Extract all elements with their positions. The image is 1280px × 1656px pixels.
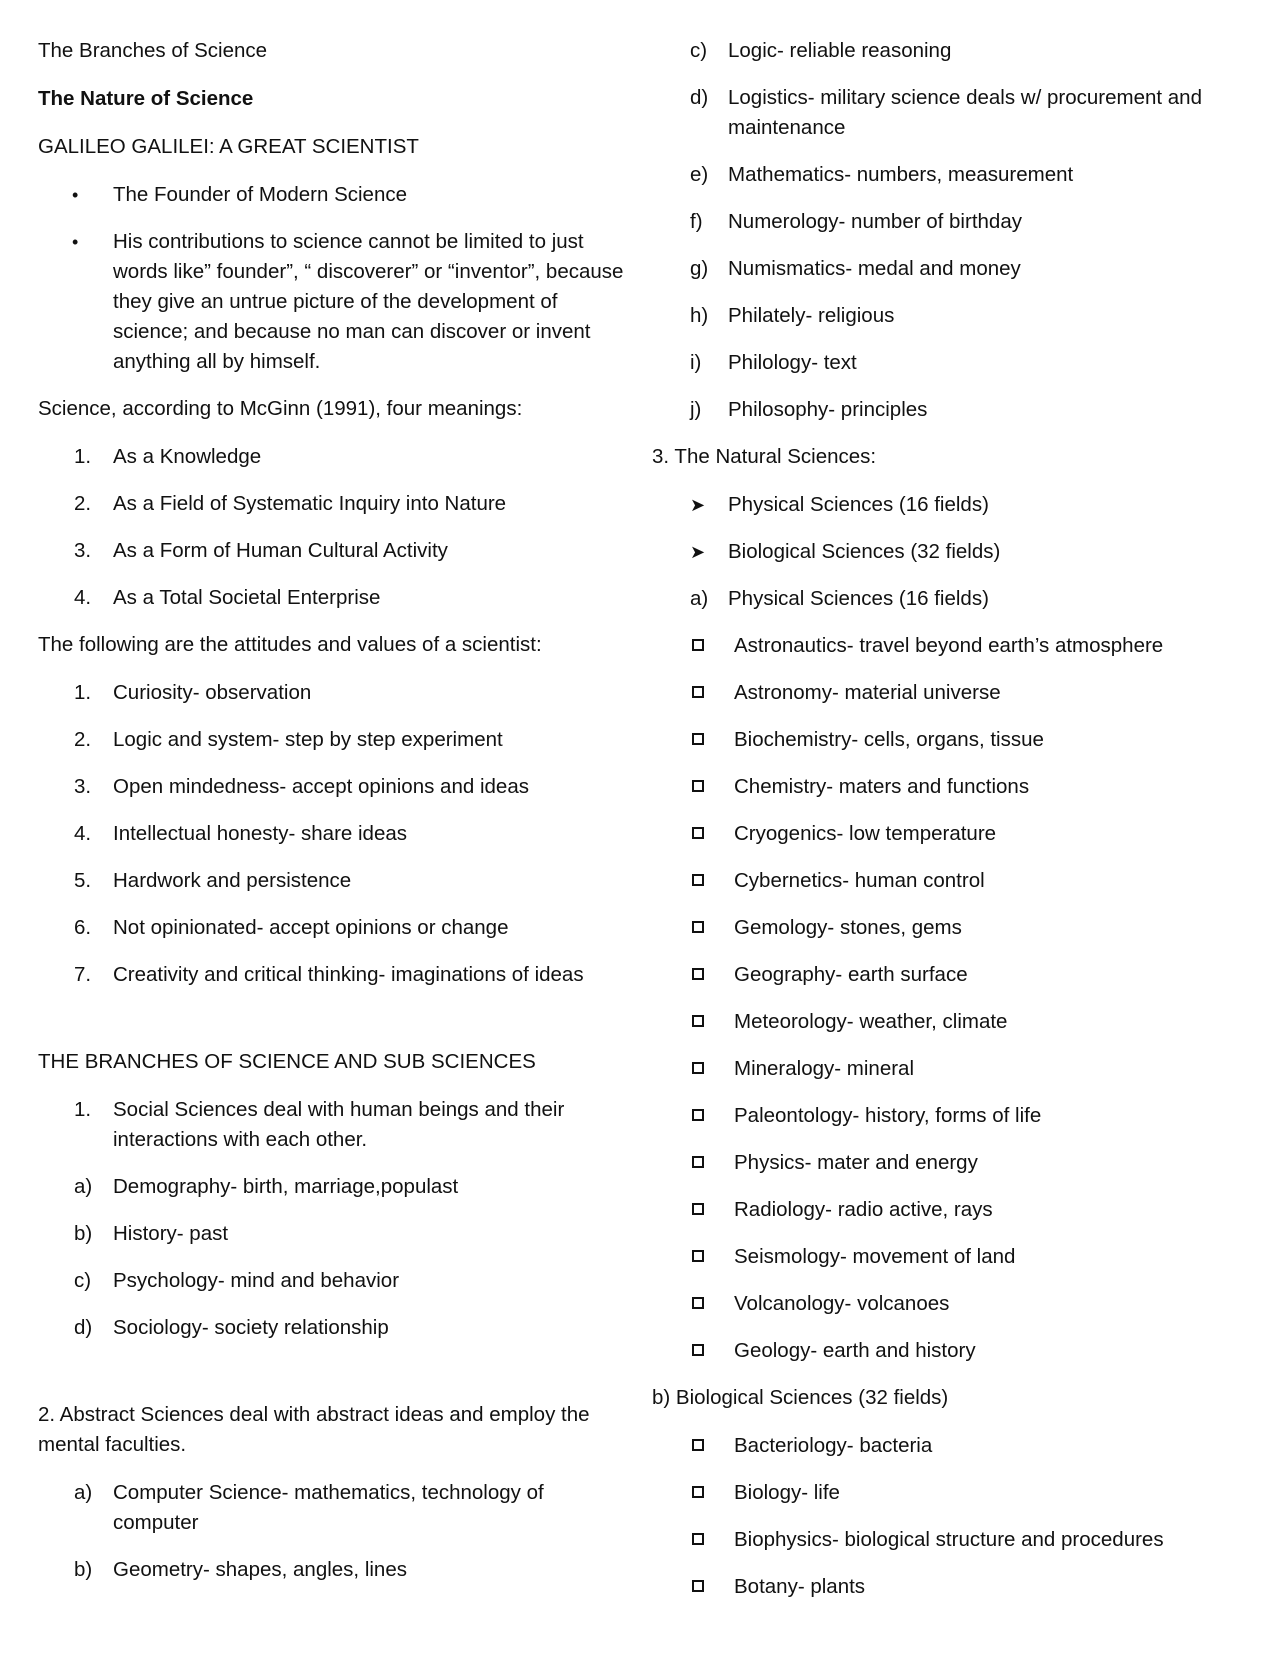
list-text: As a Field of Systematic Inquiry into Nature: [113, 492, 507, 515]
list-number: 2.: [74, 492, 92, 515]
list-number: 1.: [74, 1098, 92, 1121]
list-text: Demography- birth, marriage,populast: [113, 1175, 459, 1198]
list-text: Cryogenics- low temperature: [734, 822, 997, 845]
list-text: Geography- earth surface: [734, 963, 968, 986]
checkbox-icon: [692, 921, 704, 933]
list-number: 4.: [74, 822, 92, 845]
list-text: Radiology- radio active, rays: [734, 1198, 993, 1221]
bullet-text: His contributions to science cannot be limited to just words like” founder”, “ discoverer” or “inventor”, because they give an untrue picture of the development of science; and because no man can discover or invent anything all by himself.: [113, 230, 624, 373]
list-text: As a Knowledge: [113, 445, 262, 468]
checkbox-icon: [692, 1580, 704, 1592]
list-item: [652, 83, 1252, 143]
list-item: [38, 1172, 628, 1202]
list-item: [652, 819, 1252, 849]
list-text: Volcanology- volcanoes: [734, 1292, 950, 1315]
checkbox-icon: [692, 827, 704, 839]
list-text: Physics- mater and energy: [734, 1151, 978, 1174]
list-item: [652, 36, 1252, 66]
list-text: Bacteriology- bacteria: [734, 1434, 933, 1457]
checkbox-icon: [692, 874, 704, 886]
list-item: [38, 1478, 628, 1538]
list-item: [38, 819, 628, 849]
list-letter: j): [690, 398, 702, 421]
list-item: [652, 1054, 1252, 1084]
list-number: 3.: [74, 775, 92, 798]
list-text: Seismology- movement of land: [734, 1245, 1016, 1268]
list-letter: g): [690, 257, 709, 280]
list-text: Biological Sciences (32 fields): [728, 540, 1001, 563]
checkbox-icon: [692, 1062, 704, 1074]
list-text: Philately- religious: [728, 304, 895, 327]
list-item: [38, 583, 628, 613]
list-item: [38, 442, 628, 472]
list-text: Physical Sciences (16 fields): [728, 493, 989, 516]
checkbox-icon: [692, 1203, 704, 1215]
arrow-bullet-icon: ➤: [690, 495, 706, 515]
arrow-bullet-icon: ➤: [690, 542, 706, 562]
list-item: [652, 1007, 1252, 1037]
list-text: Chemistry- maters and functions: [734, 775, 1030, 798]
bullet-icon: •: [72, 232, 79, 252]
list-text: Meteorology- weather, climate: [734, 1010, 1008, 1033]
list-item: [38, 489, 628, 519]
list-number: 5.: [74, 869, 92, 892]
list-text: Cybernetics- human control: [734, 869, 985, 892]
list-item: [652, 207, 1252, 237]
science-meanings-intro: Science, according to McGinn (1991), four meanings:: [38, 397, 523, 420]
list-letter: a): [690, 587, 709, 610]
list-text: Intellectual honesty- share ideas: [113, 822, 408, 845]
list-letter: a): [74, 1175, 93, 1198]
list-item: [652, 1525, 1252, 1555]
checkbox-icon: [692, 1533, 704, 1545]
list-text: Open mindedness- accept opinions and ideas: [113, 775, 529, 798]
list-item: [38, 1555, 628, 1585]
list-item: [38, 1095, 628, 1155]
list-text: Numismatics- medal and money: [728, 257, 1021, 280]
list-item: [652, 254, 1252, 284]
list-text: Creativity and critical thinking- imaginations of ideas: [113, 963, 584, 986]
checkbox-icon: [692, 780, 704, 792]
list-text: Numerology- number of birthday: [728, 210, 1022, 233]
list-letter: d): [690, 86, 709, 109]
list-text: Logic and system- step by step experiment: [113, 728, 503, 751]
attitudes-intro: The following are the attitudes and values of a scientist:: [38, 633, 542, 656]
list-item: [652, 1101, 1252, 1131]
list-item: [652, 772, 1252, 802]
list-letter: d): [74, 1316, 93, 1339]
checkbox-icon: [692, 686, 704, 698]
list-item: [652, 301, 1252, 331]
list-text: Psychology- mind and behavior: [113, 1269, 400, 1292]
list-text: Astronautics- travel beyond earth’s atmosphere: [734, 634, 1164, 657]
list-item: [652, 1195, 1252, 1225]
checkbox-icon: [692, 1109, 704, 1121]
list-number: 7.: [74, 963, 92, 986]
list-text: Geometry- shapes, angles, lines: [113, 1558, 407, 1581]
natural-heading: 3. The Natural Sciences:: [652, 445, 877, 468]
list-item: [652, 490, 1252, 520]
list-item: [38, 678, 628, 708]
list-text: Physical Sciences (16 fields): [728, 587, 989, 610]
list-text: Philology- text: [728, 351, 857, 374]
list-letter: b): [74, 1558, 93, 1581]
checkbox-icon: [692, 1156, 704, 1168]
checkbox-icon: [692, 1344, 704, 1356]
list-item: [38, 1219, 628, 1249]
list-item: [652, 678, 1252, 708]
list-text: Biophysics- biological structure and procedures: [734, 1528, 1164, 1551]
list-item: [38, 1313, 628, 1343]
list-text: Logistics- military science deals w/ procurement and maintenance: [728, 86, 1202, 139]
bullet-icon: •: [72, 185, 79, 205]
list-text: As a Total Societal Enterprise: [113, 586, 381, 609]
nature-heading: The Nature of Science: [38, 87, 254, 110]
list-item: [38, 960, 628, 990]
list-letter: b): [74, 1222, 93, 1245]
branches-heading: THE BRANCHES OF SCIENCE AND SUB SCIENCES: [38, 1050, 536, 1073]
list-text: As a Form of Human Cultural Activity: [113, 539, 448, 562]
checkbox-icon: [692, 1250, 704, 1262]
checkbox-icon: [692, 968, 704, 980]
list-text: Logic- reliable reasoning: [728, 39, 952, 62]
galileo-heading: GALILEO GALILEI: A GREAT SCIENTIST: [38, 135, 419, 158]
list-item: [652, 913, 1252, 943]
left-column: [38, 36, 628, 1602]
list-text: Hardwork and persistence: [113, 869, 352, 892]
checkbox-icon: [692, 733, 704, 745]
list-text: Paleontology- history, forms of life: [734, 1104, 1042, 1127]
list-item: [38, 180, 628, 210]
list-text: Not opinionated- accept opinions or change: [113, 916, 509, 939]
list-item: [652, 960, 1252, 990]
list-text: Botany- plants: [734, 1575, 866, 1598]
list-item: [38, 913, 628, 943]
list-text: Sociology- society relationship: [113, 1316, 389, 1339]
checkbox-icon: [692, 1439, 704, 1451]
right-column: [652, 36, 1252, 1619]
list-item: [652, 1242, 1252, 1272]
list-number: 3.: [74, 539, 92, 562]
list-text: Curiosity- observation: [113, 681, 312, 704]
list-item: [652, 160, 1252, 190]
abstract-intro: 2. Abstract Sciences deal with abstract ideas and employ the mental faculties.: [38, 1403, 590, 1456]
list-item: [652, 1478, 1252, 1508]
list-text: Computer Science- mathematics, technology of computer: [113, 1481, 544, 1534]
list-letter: f): [690, 210, 703, 233]
list-letter: c): [74, 1269, 92, 1292]
list-item: [652, 537, 1252, 567]
list-text: Biology- life: [734, 1481, 840, 1504]
checkbox-icon: [692, 1015, 704, 1027]
list-letter: a): [74, 1481, 93, 1504]
list-text: History- past: [113, 1222, 229, 1245]
list-letter: h): [690, 304, 709, 327]
list-text: Geology- earth and history: [734, 1339, 976, 1362]
list-item: [38, 866, 628, 896]
list-item: [38, 772, 628, 802]
list-item: [652, 1148, 1252, 1178]
list-item: [38, 1266, 628, 1296]
list-number: 1.: [74, 445, 92, 468]
list-text: Astronomy- material universe: [734, 681, 1001, 704]
list-text: Mathematics- numbers, measurement: [728, 163, 1074, 186]
list-item: [652, 1289, 1252, 1319]
list-item: [652, 725, 1252, 755]
list-letter: e): [690, 163, 709, 186]
list-text: Social Sciences deal with human beings and their interactions with each other.: [113, 1098, 565, 1151]
list-item: [38, 227, 628, 377]
list-number: 1.: [74, 681, 92, 704]
list-letter: i): [690, 351, 702, 374]
list-item: [652, 1336, 1252, 1366]
list-item: [652, 584, 1252, 614]
spacer: [38, 1007, 628, 1047]
checkbox-icon: [692, 1486, 704, 1498]
bullet-text: The Founder of Modern Science: [113, 183, 407, 206]
list-text: Philosophy- principles: [728, 398, 928, 421]
list-number: 6.: [74, 916, 92, 939]
list-item: [38, 536, 628, 566]
list-text: Gemology- stones, gems: [734, 916, 962, 939]
document-title: The Branches of Science: [38, 39, 268, 62]
checkbox-icon: [692, 1297, 704, 1309]
list-number: 2.: [74, 728, 92, 751]
list-item: [652, 1431, 1252, 1461]
list-letter: c): [690, 39, 708, 62]
list-text: Mineralogy- mineral: [734, 1057, 915, 1080]
list-item: [652, 348, 1252, 378]
biological-heading: b) Biological Sciences (32 fields): [652, 1386, 949, 1409]
list-item: [652, 1572, 1252, 1602]
checkbox-icon: [692, 639, 704, 651]
list-item: [38, 725, 628, 755]
list-item: [652, 395, 1252, 425]
list-item: [652, 631, 1252, 661]
list-item: [652, 866, 1252, 896]
list-text: Biochemistry- cells, organs, tissue: [734, 728, 1044, 751]
spacer: [38, 1360, 628, 1400]
list-number: 4.: [74, 586, 92, 609]
